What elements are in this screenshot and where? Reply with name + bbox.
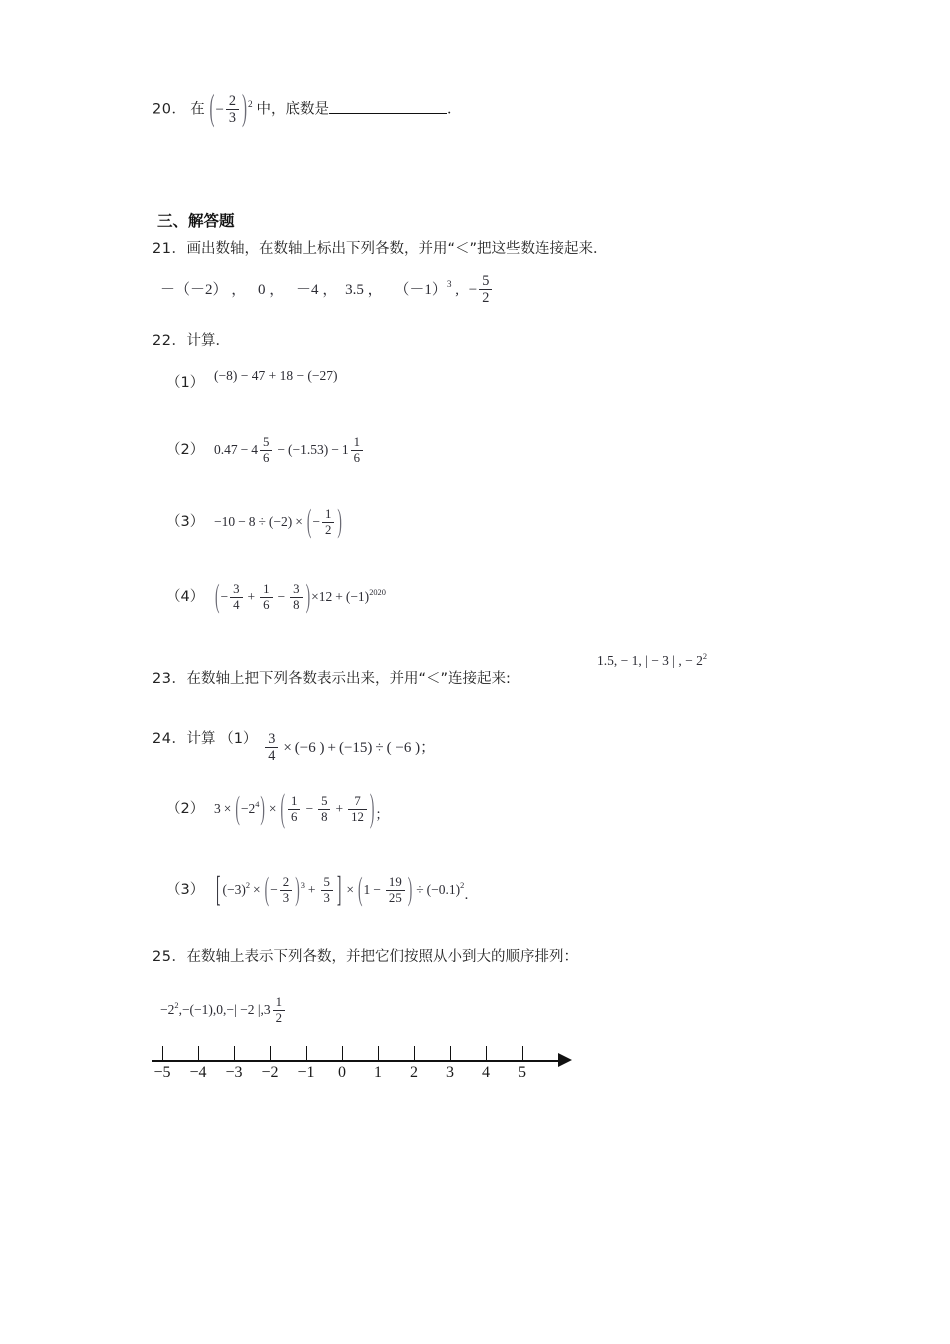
number-line-label: 5 (518, 1064, 526, 1081)
q21-value-c: －4 (296, 281, 319, 298)
right-paren: ) (242, 89, 248, 129)
mixed-number-3-1-2: 3 $\frac{1}{2}$ (264, 996, 287, 1025)
question-20-period: ． (446, 101, 462, 118)
q21-value-f: − $\frac{5}{2}$ (469, 274, 495, 306)
question-22-sub-1 (166, 368, 338, 395)
number-line-label: 1 (374, 1064, 382, 1081)
question-20-lead: 在 (190, 101, 205, 118)
right-paren: ) (260, 789, 265, 827)
fraction-five-eighths: $\frac{5}{8}$ (318, 795, 330, 824)
right-bracket: ] (336, 868, 342, 909)
section-heading-3: 三、解答题 (157, 212, 235, 230)
number-line-arrow-icon (558, 1053, 572, 1067)
question-22-number: 22． (152, 333, 187, 349)
q24-sub1-label: （1） (219, 731, 258, 747)
q22-sub3-label: （3） (166, 514, 205, 531)
right-paren: ) (295, 870, 300, 908)
fraction-two-thirds: $\frac{2}{3}$ (280, 876, 292, 905)
number-line-axis (152, 1060, 558, 1062)
number-line-tick (450, 1046, 451, 1061)
number-line-figure (152, 1042, 572, 1092)
number-line-label: 2 (410, 1064, 418, 1081)
q21-value-e: （－1） 3 (394, 280, 452, 298)
q21-sep-4: ， (367, 281, 383, 298)
mixed-number-1-1-6: 1 $\frac{1}{6}$ (342, 436, 365, 465)
q24-sub1-expression: $\frac{3}{4}$ × (−6 ) + (−15) ÷ ( −6 ) ； (263, 732, 435, 764)
left-paren: ( (264, 870, 270, 908)
question-23-values (597, 650, 707, 673)
q23-expression: 1.5, − 1, | − 3 | , − 2 2 (597, 652, 708, 668)
number-line-label: −3 (225, 1064, 243, 1081)
q21-sep-1: ， (231, 281, 247, 298)
question-21 (152, 238, 607, 261)
right-paren: ) (369, 785, 375, 830)
left-paren: ( (358, 870, 363, 908)
number-line-tick (270, 1046, 271, 1061)
question-25-text: 在数轴上表示下列各数，并把它们按照从小到大的顺序排列： (186, 949, 578, 965)
question-25-values (160, 996, 287, 1025)
fraction-two-thirds: $\frac{2}{3}$ (226, 94, 239, 126)
number-line-label: 0 (338, 1064, 346, 1081)
q21-value-b: 0 (258, 281, 266, 298)
question-25-number: 25． (152, 949, 187, 965)
number-line-label: 4 (482, 1064, 490, 1081)
question-22-text: 计算． (186, 333, 230, 349)
left-paren: ( (214, 577, 220, 615)
fraction-three-fourths: $\frac{3}{4}$ (230, 583, 242, 612)
q22-sub1-expression: (−8) − 47 + 18 − (−27) (213, 368, 338, 383)
q22-sub3-expression: −10 − 8 ÷ (−2) × ( − $\frac{1}{2}$ ) (214, 508, 343, 537)
fraction-nineteen-twentyfifths: $\frac{19}{25}$ (386, 876, 405, 905)
question-20-number: 20． (152, 101, 187, 118)
mixed-number-4-5-6: 4 $\frac{5}{6}$ (251, 436, 274, 465)
number-line-tick (234, 1046, 235, 1061)
number-line-label: −2 (261, 1064, 279, 1081)
question-20 (152, 89, 462, 129)
number-line-tick (522, 1046, 523, 1061)
question-24-sub-3 (166, 868, 478, 909)
right-paren: ) (337, 502, 342, 540)
fraction-three-fourths: $\frac{3}{4}$ (265, 732, 278, 764)
fraction-seven-twelfths: $\frac{7}{12}$ (348, 795, 367, 824)
question-22-sub-4 (166, 577, 386, 615)
fraction-one-sixth: $\frac{1}{6}$ (260, 583, 272, 612)
number-line-tick (342, 1046, 343, 1061)
number-line-tick (378, 1046, 379, 1061)
question-24-sub-2 (166, 785, 389, 830)
q22-sub4-label: （4） (166, 589, 205, 606)
number-line-tick (486, 1046, 487, 1061)
right-paren: ) (305, 577, 311, 615)
number-line-label: −5 (153, 1064, 171, 1081)
number-line-label: −4 (189, 1064, 207, 1081)
left-bracket: [ (215, 868, 221, 909)
q21-sep-5: , (455, 281, 460, 298)
q21-value-d: 3.5 (345, 281, 364, 298)
number-line-tick (414, 1046, 415, 1061)
question-22-sub-2 (166, 436, 365, 465)
q22-sub4-expression: ( − $\frac{3}{4}$ + $\frac{1}{6}$ − $\frac{3}{8}$ ) × 12 + (−1) 2020 (214, 583, 386, 612)
q22-sub2-expression: 0.47 − 4 $\frac{5}{6}$ − (−1.53) − 1 $\frac{1}{6}$ (214, 436, 365, 465)
question-20-mid: 中，底数是 (256, 101, 329, 118)
number-line-tick (306, 1046, 307, 1061)
left-paren: ( (280, 785, 286, 830)
q25-expression: −2 2 , −(−1) , 0 , −| −2 | , 3 $\frac{1}{2}$ (160, 996, 287, 1025)
question-24 (152, 728, 435, 764)
left-paren: ( (235, 789, 240, 827)
fraction-five-thirds: $\frac{5}{3}$ (321, 876, 333, 905)
question-23 (152, 668, 511, 691)
right-paren: ) (407, 870, 413, 908)
question-21-number: 21． (152, 241, 187, 257)
question-24-text: 计算 (186, 731, 216, 747)
question-23-number: 23． (152, 671, 187, 687)
question-25 (152, 946, 578, 969)
q22-sub1-label: （1） (166, 375, 205, 391)
question-22-sub-3 (166, 502, 343, 540)
fraction-one-sixth: $\frac{1}{6}$ (288, 795, 300, 824)
question-24-number: 24． (152, 731, 187, 747)
number-line-tick (162, 1046, 163, 1061)
question-20-expression: ( − $\frac{2}{3}$ ) 2 (208, 94, 252, 126)
question-21-text: 画出数轴，在数轴上标出下列各数，并用“＜”把这些数连接起来． (186, 241, 608, 257)
q24-sub2-expression: 3 × ( −2 4 ) × ( $\frac{1}{6}$ − $\frac{5}{8}$ + $\frac{7}{12}$ ) ； (214, 795, 389, 824)
fraction-one-half: $\frac{1}{2}$ (322, 508, 334, 537)
fraction-three-eighths: $\frac{3}{8}$ (290, 583, 302, 612)
number-line-label: 3 (446, 1064, 454, 1081)
left-paren: ( (209, 89, 215, 129)
q21-sep-3: ， (322, 281, 338, 298)
question-23-text: 在数轴上把下列各数表示出来，并用“＜”连接起来: (186, 671, 511, 687)
number-line-label: −1 (297, 1064, 315, 1081)
question-21-values (160, 274, 494, 306)
q22-sub2-label: （2） (166, 442, 205, 459)
fraction-five-halves: $\frac{5}{2}$ (479, 274, 492, 306)
q24-sub2-label: （2） (166, 801, 205, 818)
q21-value-a: －（－2） (160, 281, 228, 298)
left-paren: ( (306, 502, 312, 540)
minus-sign: − (215, 101, 224, 118)
q24-sub3-expression: [ (−3) 2 × ( − $\frac{2}{3}$ ) 3 + $\frac{5}{3}$ ] × ( 1 − $\frac{19}{25}$ ) ÷ (−0.1) 2 ． (214, 876, 478, 905)
number-line-tick (198, 1046, 199, 1061)
q24-sub3-label: （3） (166, 882, 205, 899)
q21-sep-2: ， (269, 281, 285, 298)
answer-blank-q20[interactable] (329, 100, 447, 114)
question-22 (152, 330, 230, 353)
